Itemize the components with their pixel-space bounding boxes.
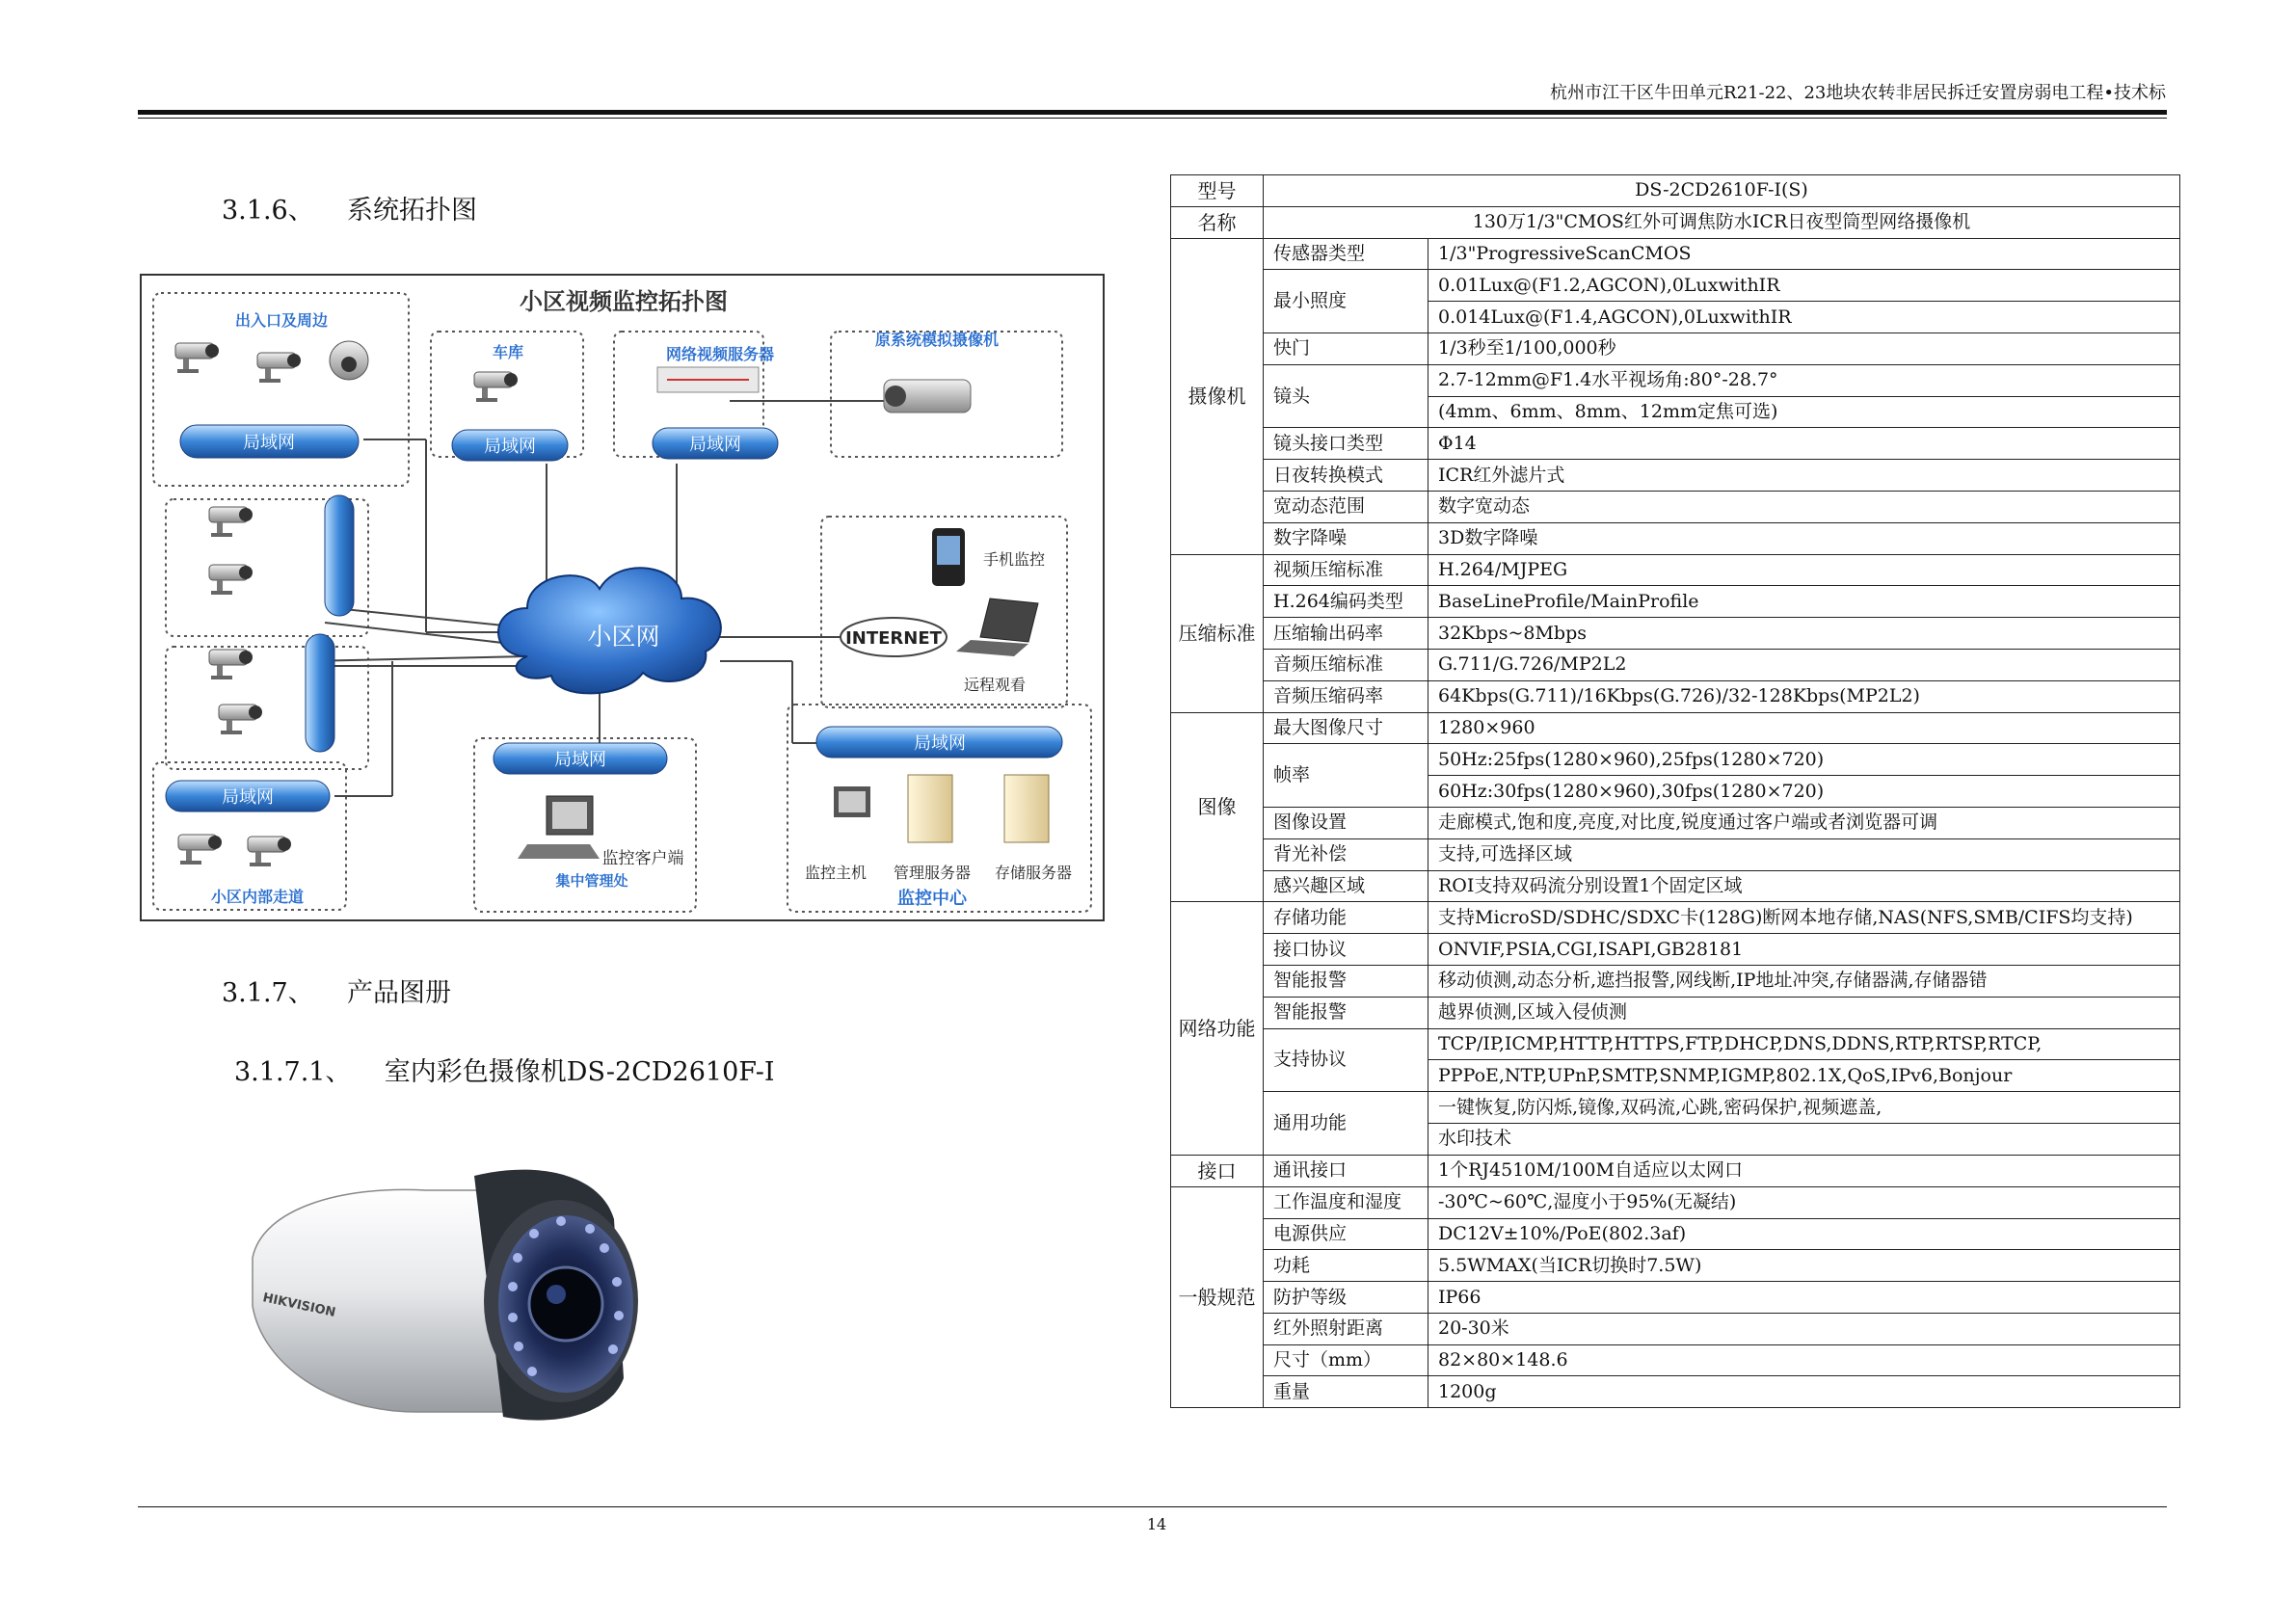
- lan-label-center: 局域网: [914, 733, 966, 754]
- spec-value: ROI支持双码流分别设置1个固定区域: [1428, 870, 2180, 902]
- spec-table-body: [1171, 175, 2180, 1408]
- table-row: [1171, 460, 2180, 492]
- table-row: [1171, 428, 2180, 460]
- spec-value: 1280×960: [1428, 712, 2180, 744]
- spec-label: 智能报警: [1264, 997, 1428, 1028]
- table-row: [1171, 1186, 2180, 1218]
- zone-label-client: 监控客户端: [601, 849, 684, 868]
- zone-label-mgmt-server: 管理服务器: [893, 864, 972, 882]
- spec-table: [1170, 174, 2180, 1408]
- spec-label: 电源供应: [1264, 1218, 1428, 1250]
- spec-value: ONVIF,PSIA,CGI,ISAPI,GB28181: [1428, 934, 2180, 966]
- internet-label: INTERNET: [845, 628, 942, 649]
- spec-label: 镜头接口类型: [1264, 428, 1428, 460]
- name-value: 130万1/3"CMOS红外可调焦防水ICR日夜型筒型网络摄像机: [1264, 206, 2180, 238]
- spec-group-name: 接口: [1171, 1155, 1264, 1186]
- lan-label-corridor: 局域网: [222, 787, 274, 808]
- model-value: DS-2CD2610F-I(S): [1264, 175, 2180, 207]
- zone-label-management: 集中管理处: [555, 872, 628, 890]
- bullet-camera-icon: [224, 1152, 725, 1431]
- footer-rule: [138, 1506, 2167, 1507]
- spec-value: G.711/G.726/MP2L2: [1428, 649, 2180, 680]
- zone-label-mobile: 手机监控: [982, 550, 1046, 569]
- zone-label-remote: 远程观看: [963, 676, 1027, 694]
- spec-value: Φ14: [1428, 428, 2180, 460]
- header-rule-thick: [138, 110, 2167, 115]
- spec-label: 压缩输出码率: [1264, 618, 1428, 650]
- spec-label: 宽动态范围: [1264, 491, 1428, 522]
- spec-label: 帧率: [1264, 744, 1428, 808]
- table-row: [1171, 1313, 2180, 1344]
- spec-value: 水印技术: [1428, 1123, 2180, 1155]
- spec-value: 50Hz:25fps(1280×960),25fps(1280×720): [1428, 744, 2180, 776]
- table-row: [1171, 270, 2180, 302]
- table-row: [1171, 807, 2180, 838]
- zone-label-storage-server: 存储服务器: [994, 864, 1073, 882]
- spec-value: 支持,可选择区域: [1428, 838, 2180, 870]
- table-row: [1171, 1218, 2180, 1250]
- table-row: [1171, 1250, 2180, 1282]
- table-row: [1171, 680, 2180, 712]
- zone-label-host: 监控主机: [804, 864, 868, 882]
- model-label: 型号: [1171, 175, 1264, 207]
- table-row: [1171, 1092, 2180, 1124]
- spec-value: 0.01Lux@(F1.2,AGCON),0LuxwithIR: [1428, 270, 2180, 302]
- spec-value: 走廊模式,饱和度,亮度,对比度,锐度通过客户端或者浏览器可调: [1428, 807, 2180, 838]
- topology-svg: [142, 276, 1103, 919]
- table-row: [1171, 1028, 2180, 1060]
- spec-value: TCP/IP,ICMP,HTTP,HTTPS,FTP,DHCP,DNS,DDNS,RTP,RTSP,RTCP,: [1428, 1028, 2180, 1060]
- section-heading-camera: 3.1.7.1、 室内彩色摄像机DS-2CD2610F-I: [234, 1057, 775, 1087]
- table-row: [1171, 1376, 2180, 1408]
- spec-value: 移动侦测,动态分析,遮挡报警,网线断,IP地址冲突,存储器满,存储器错: [1428, 965, 2180, 997]
- table-row: [1171, 1155, 2180, 1186]
- spec-label: 图像设置: [1264, 807, 1428, 838]
- spec-label: 背光补偿: [1264, 838, 1428, 870]
- zone-label-entrance: 出入口及周边: [234, 311, 329, 330]
- table-row: [1171, 997, 2180, 1028]
- table-row: [1171, 175, 2180, 207]
- table-row: [1171, 333, 2180, 364]
- topology-diagram: [140, 274, 1105, 921]
- spec-value: 越界侦测,区域入侵侦测: [1428, 997, 2180, 1028]
- spec-value: DC12V±10%/PoE(802.3af): [1428, 1218, 2180, 1250]
- spec-group-name: 压缩标准: [1171, 554, 1264, 712]
- spec-label: 传感器类型: [1264, 238, 1428, 270]
- table-row: [1171, 934, 2180, 966]
- table-row: [1171, 902, 2180, 934]
- spec-label: 防护等级: [1264, 1282, 1428, 1314]
- spec-value: 5.5WMAX(当ICR切换时7.5W): [1428, 1250, 2180, 1282]
- spec-value: 3D数字降噪: [1428, 522, 2180, 554]
- spec-value: BaseLineProfile/MainProfile: [1428, 586, 2180, 618]
- spec-value: H.264/MJPEG: [1428, 554, 2180, 586]
- spec-label: 工作温度和湿度: [1264, 1186, 1428, 1218]
- page-number: 14: [1146, 1515, 1167, 1533]
- zone-label-center: 监控中心: [897, 889, 967, 909]
- spec-label: 快门: [1264, 333, 1428, 364]
- spec-label: 重量: [1264, 1376, 1428, 1408]
- spec-label: 感兴趣区域: [1264, 870, 1428, 902]
- table-row: [1171, 649, 2180, 680]
- spec-value: IP66: [1428, 1282, 2180, 1314]
- spec-label: 尺寸（mm）: [1264, 1344, 1428, 1376]
- lan-label-client: 局域网: [554, 750, 606, 770]
- spec-group-name: 一般规范: [1171, 1186, 1264, 1408]
- lan-label-server: 局域网: [689, 435, 741, 455]
- table-row: [1171, 491, 2180, 522]
- spec-value: 支持MicroSD/SDHC/SDXC卡(128G)断网本地存储,NAS(NFS,SMB/CIFS均支持): [1428, 902, 2180, 934]
- spec-group-name: 网络功能: [1171, 902, 1264, 1155]
- table-row: [1171, 870, 2180, 902]
- spec-group-name: 图像: [1171, 712, 1264, 902]
- cloud-label: 小区网: [587, 623, 660, 651]
- table-row: [1171, 838, 2180, 870]
- spec-label: 最小照度: [1264, 270, 1428, 333]
- spec-value: 1200g: [1428, 1376, 2180, 1408]
- spec-value: 32Kbps~8Mbps: [1428, 618, 2180, 650]
- camera-photo: [224, 1152, 725, 1431]
- lan-label-entrance: 局域网: [243, 433, 295, 453]
- camera-brand: HIKVISION: [261, 1290, 337, 1320]
- spec-value: 数字宽动态: [1428, 491, 2180, 522]
- running-header: 杭州市江干区牛田单元R21-22、23地块农转非居民拆迁安置房弱电工程•技术标: [1550, 83, 2166, 103]
- spec-label: 通讯接口: [1264, 1155, 1428, 1186]
- header-rule-thin: [138, 118, 2167, 119]
- spec-label: 音频压缩标准: [1264, 649, 1428, 680]
- spec-label: 通用功能: [1264, 1092, 1428, 1156]
- lan-label-garage: 局域网: [484, 437, 536, 457]
- spec-value: -30℃~60℃,湿度小于95%(无凝结): [1428, 1186, 2180, 1218]
- spec-label: 视频压缩标准: [1264, 554, 1428, 586]
- spec-label: 支持协议: [1264, 1028, 1428, 1092]
- section-heading-album: 3.1.7、 产品图册: [222, 978, 452, 1008]
- spec-label: 智能报警: [1264, 965, 1428, 997]
- name-label: 名称: [1171, 206, 1264, 238]
- spec-label: 最大图像尺寸: [1264, 712, 1428, 744]
- spec-label: 功耗: [1264, 1250, 1428, 1282]
- table-row: [1171, 744, 2180, 776]
- table-row: [1171, 554, 2180, 586]
- spec-value: PPPoE,NTP,UPnP,SMTP,SNMP,IGMP,802.1X,QoS,IPv6,Bonjour: [1428, 1060, 2180, 1092]
- zone-label-video-server: 网络视频服务器: [665, 345, 775, 363]
- table-row: [1171, 965, 2180, 997]
- spec-label: 音频压缩码率: [1264, 680, 1428, 712]
- spec-label: 存储功能: [1264, 902, 1428, 934]
- spec-value: ICR红外滤片式: [1428, 460, 2180, 492]
- table-row: [1171, 586, 2180, 618]
- zone-label-corridor: 小区内部走道: [210, 888, 305, 906]
- spec-label: 接口协议: [1264, 934, 1428, 966]
- table-row: [1171, 1282, 2180, 1314]
- zone-label-analog-camera: 原系统模拟摄像机: [874, 331, 1000, 349]
- spec-value: 82×80×148.6: [1428, 1344, 2180, 1376]
- section-heading-topology: 3.1.6、 系统拓扑图: [222, 196, 478, 226]
- table-row: [1171, 238, 2180, 270]
- table-row: [1171, 522, 2180, 554]
- spec-label: 红外照射距离: [1264, 1313, 1428, 1344]
- spec-value: 1个RJ4510M/100M自适应以太网口: [1428, 1155, 2180, 1186]
- spec-value: 2.7-12mm@F1.4水平视场角:80°-28.7°: [1428, 364, 2180, 396]
- spec-value: 一键恢复,防闪烁,镜像,双码流,心跳,密码保护,视频遮盖,: [1428, 1092, 2180, 1124]
- table-row: [1171, 712, 2180, 744]
- table-row: [1171, 206, 2180, 238]
- spec-group-name: 摄像机: [1171, 238, 1264, 554]
- spec-value: 0.014Lux@(F1.4,AGCON),0LuxwithIR: [1428, 302, 2180, 333]
- spec-label: H.264编码类型: [1264, 586, 1428, 618]
- spec-value: (4mm、6mm、8mm、12mm定焦可选): [1428, 396, 2180, 428]
- zone-label-garage: 车库: [492, 343, 524, 361]
- table-row: [1171, 1344, 2180, 1376]
- spec-value: 64Kbps(G.711)/16Kbps(G.726)/32-128Kbps(MP2L2): [1428, 680, 2180, 712]
- spec-value: 60Hz:30fps(1280×960),30fps(1280×720): [1428, 776, 2180, 808]
- spec-value: 1/3秒至1/100,000秒: [1428, 333, 2180, 364]
- topology-title: 小区视频监控拓扑图: [520, 288, 728, 315]
- spec-label: 日夜转换模式: [1264, 460, 1428, 492]
- table-row: [1171, 618, 2180, 650]
- table-row: [1171, 364, 2180, 396]
- spec-value: 20-30米: [1428, 1313, 2180, 1344]
- spec-value: 1/3"ProgressiveScanCMOS: [1428, 238, 2180, 270]
- spec-label: 镜头: [1264, 364, 1428, 428]
- spec-label: 数字降噪: [1264, 522, 1428, 554]
